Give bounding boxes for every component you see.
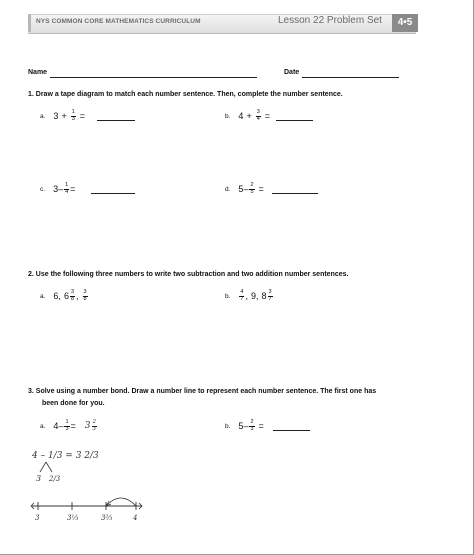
q3-prompt-line2: been done for you. bbox=[42, 400, 105, 407]
q3b-expression: b. 5 – $\frac{2}{3}$ = bbox=[225, 419, 264, 432]
name-label: Name bbox=[28, 69, 48, 76]
bond-right-part: 2/3 bbox=[49, 475, 61, 483]
q2b-numbers: b. $\frac{4}{7}$ , 9, 8 $\frac{3}{7}$ bbox=[225, 289, 272, 302]
q3b-answer-blank[interactable] bbox=[273, 430, 310, 431]
number-line-work bbox=[30, 488, 150, 524]
grade-badge: 4•5 bbox=[392, 14, 418, 32]
q3-prompt-line1: 3. Solve using a number bond. Draw a number line to represent each number sentence. The first one has bbox=[28, 388, 377, 395]
q1d-expression: d. 5 – $\frac{2}{5}$ = bbox=[225, 182, 264, 195]
tick-label: 3 bbox=[35, 514, 40, 522]
q1c-answer-blank[interactable] bbox=[91, 193, 135, 194]
q2-prompt: 2. Use the following three numbers to write two subtraction and two addition number sentences. bbox=[28, 271, 349, 278]
number-bond-work bbox=[30, 448, 110, 488]
lesson-title: Lesson 22 Problem Set bbox=[278, 15, 382, 26]
name-field[interactable] bbox=[50, 77, 257, 78]
bond-equation: 4 – 1/3 = 3 2/3 bbox=[32, 451, 99, 461]
date-field[interactable] bbox=[302, 77, 399, 78]
tick-label: 3⅔ bbox=[101, 514, 113, 522]
q1b-expression: b. 4 + $\frac{3}{4}$ = bbox=[225, 109, 271, 122]
tick-label: 3⅓ bbox=[67, 514, 79, 522]
q3a-expression: a. 4 – $\frac{1}{3}$ = 3 $\frac{2}{3}$ bbox=[40, 419, 97, 432]
q1a-expression: a. 3 + $\frac{1}{3}$ = bbox=[40, 109, 86, 122]
q1-prompt: 1. Draw a tape diagram to match each number sentence. Then, complete the number sentence. bbox=[28, 91, 343, 98]
q1a-answer-blank[interactable] bbox=[97, 120, 135, 121]
date-label: Date bbox=[284, 69, 300, 76]
tick-label: 4 bbox=[133, 514, 138, 522]
q1b-answer-blank[interactable] bbox=[276, 120, 313, 121]
bond-branches bbox=[40, 462, 52, 472]
header-accent bbox=[28, 14, 31, 32]
jump-arc bbox=[106, 498, 136, 506]
curriculum-title: NYS COMMON CORE MATHEMATICS CURRICULUM bbox=[36, 18, 201, 25]
q1d-answer-blank[interactable] bbox=[272, 193, 318, 194]
q2a-numbers: a. 6, 6 $\frac{3}{8}$ , $\frac{3}{8}$ bbox=[40, 289, 87, 302]
q1c-expression: c. 3 – $\frac{1}{4}$ = bbox=[40, 182, 76, 195]
bond-left-part: 3 bbox=[36, 474, 42, 483]
